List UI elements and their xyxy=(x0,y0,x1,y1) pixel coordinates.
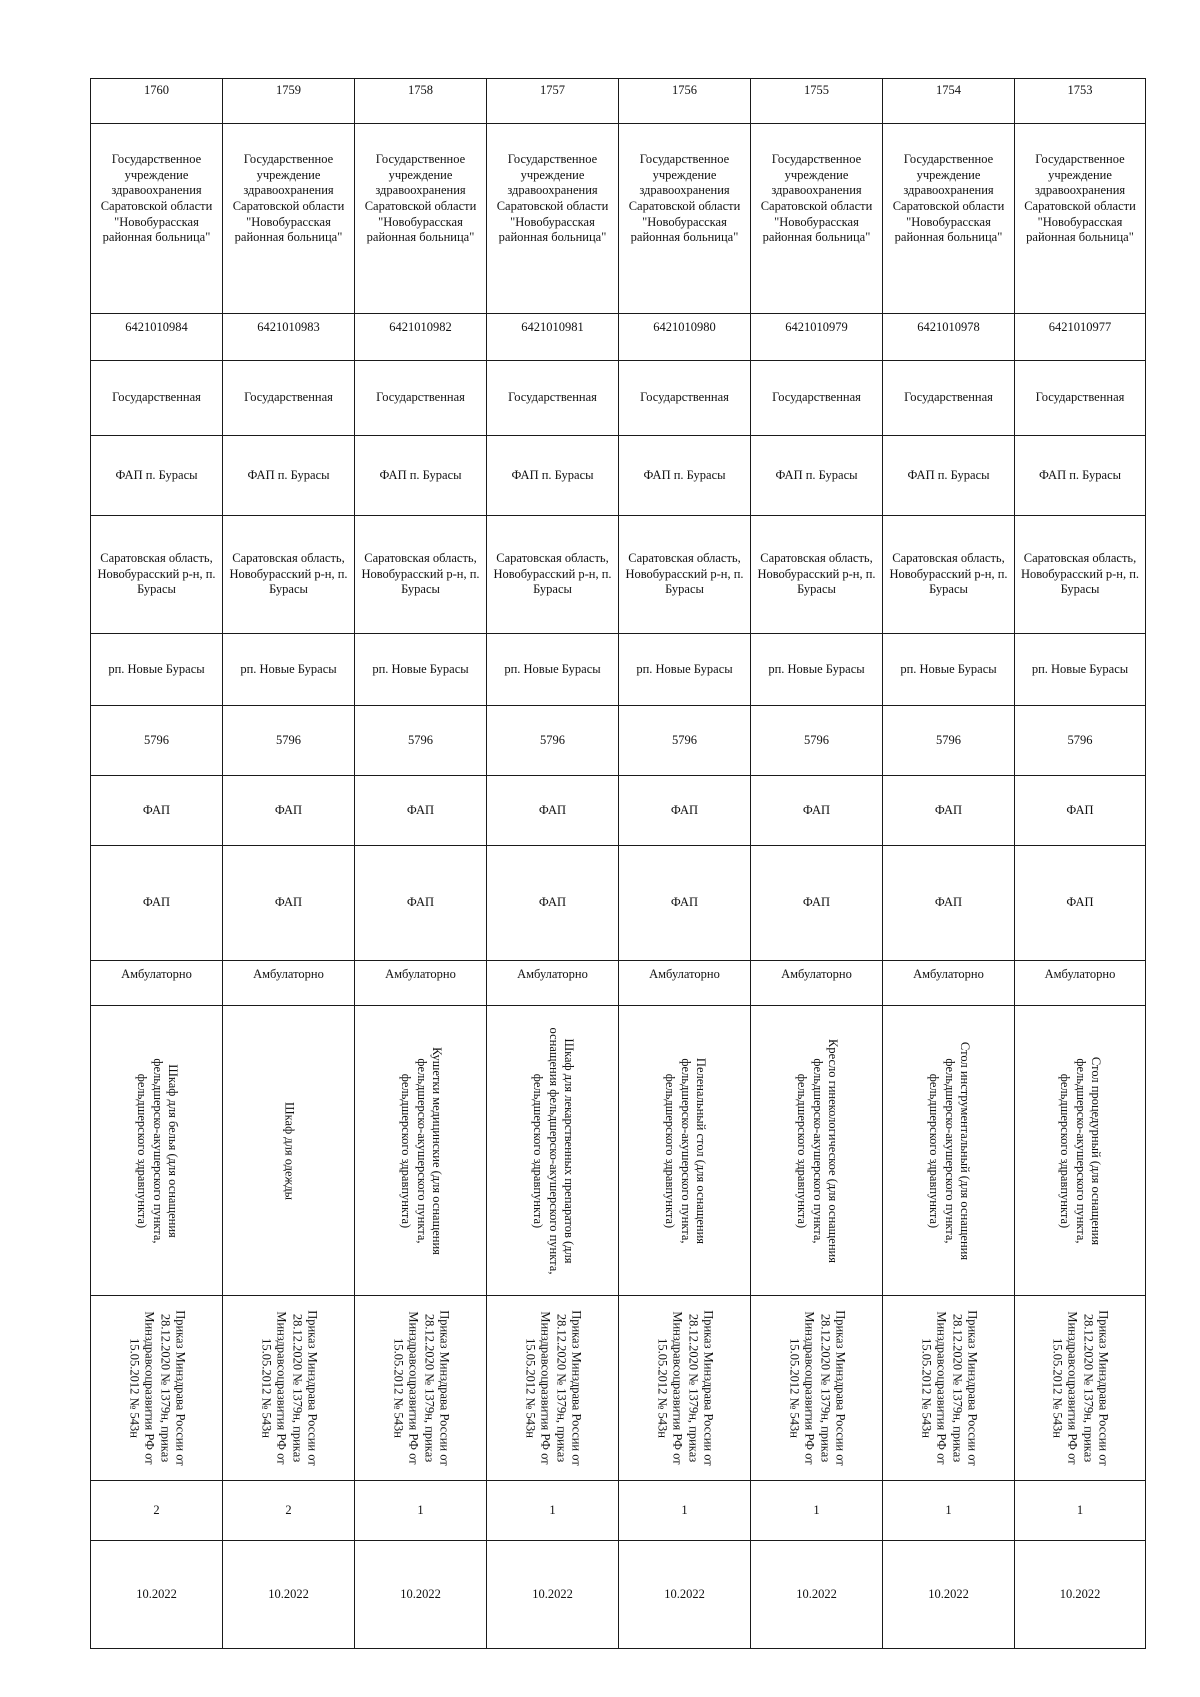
cell-settlement: рп. Новые Бурасы xyxy=(1015,634,1146,706)
row-care-conditions xyxy=(91,961,1146,1006)
cell-legal-basis xyxy=(883,1296,1015,1481)
cell-equipment-item xyxy=(883,1006,1015,1296)
cell-inn: 6421010980 xyxy=(619,314,751,361)
cell-legal-basis xyxy=(1015,1296,1146,1481)
cell-organization: Государственное учреждение здравоохранения Саратовской области "Новобурасская районная больница" xyxy=(487,124,619,314)
cell-settlement: рп. Новые Бурасы xyxy=(223,634,355,706)
row-facility xyxy=(91,436,1146,516)
cell-facility-type: ФАП xyxy=(1015,776,1146,846)
cell-inn: 6421010977 xyxy=(1015,314,1146,361)
equipment-item-text: Шкаф для одежды xyxy=(282,1101,297,1200)
cell-care-conditions: Амбулаторно xyxy=(619,961,751,1006)
cell-care-conditions: Амбулаторно xyxy=(1015,961,1146,1006)
cell-care-conditions: Амбулаторно xyxy=(883,961,1015,1006)
cell-record-number: 1759 xyxy=(223,79,355,124)
cell-subdivision-type: ФАП xyxy=(91,846,223,961)
equipment-item-text: Кресло гинекологическое (для оснащения фельдшерско-акушерского пункта, фельдшерского здравпункта) xyxy=(794,1038,840,1263)
cell-equipment-item xyxy=(487,1006,619,1296)
cell-population: 5796 xyxy=(619,706,751,776)
cell-facility: ФАП п. Бурасы xyxy=(355,436,487,516)
cell-facility: ФАП п. Бурасы xyxy=(883,436,1015,516)
row-facility-type xyxy=(91,776,1146,846)
cell-care-conditions: Амбулаторно xyxy=(487,961,619,1006)
cell-facility: ФАП п. Бурасы xyxy=(751,436,883,516)
cell-ownership-form: Государственная xyxy=(751,361,883,436)
cell-settlement: рп. Новые Бурасы xyxy=(355,634,487,706)
cell-quantity: 1 xyxy=(883,1481,1015,1541)
cell-quantity: 1 xyxy=(355,1481,487,1541)
cell-subdivision-type: ФАП xyxy=(355,846,487,961)
legal-basis-text: Приказ Минздрава России от 28.12.2020 № 1379н, приказ Минздравсоцразвития РФ от 15.05.2012 № 543н xyxy=(127,1310,187,1466)
cell-address: Саратовская область, Новобурасский р-н, п. Бурасы xyxy=(1015,516,1146,634)
equipment-item-text: Стол инструментальный (для оснащения фельдшерско-акушерского пункта, фельдшерского здравпункта) xyxy=(926,1041,972,1260)
cell-facility: ФАП п. Бурасы xyxy=(1015,436,1146,516)
equipment-item-text: Шкаф для лекарственных препаратов (для оснащения фельдшерско-акушерского пункта, фельдшерского здравпункта) xyxy=(530,1027,576,1274)
row-population xyxy=(91,706,1146,776)
cell-inn: 6421010979 xyxy=(751,314,883,361)
legal-basis-text: Приказ Минздрава России от 28.12.2020 № 1379н, приказ Минздравсоцразвития РФ от 15.05.2012 № 543н xyxy=(1050,1310,1111,1466)
cell-quantity: 1 xyxy=(751,1481,883,1541)
row-legal-basis xyxy=(91,1296,1146,1481)
cell-quantity: 2 xyxy=(91,1481,223,1541)
cell-facility-type: ФАП xyxy=(355,776,487,846)
cell-facility: ФАП п. Бурасы xyxy=(223,436,355,516)
cell-organization: Государственное учреждение здравоохранения Саратовской области "Новобурасская районная больница" xyxy=(1015,124,1146,314)
equipment-item-text: Пеленальный стол (для оснащения фельдшерско-акушерского пункта, фельдшерского здравпункта) xyxy=(662,1057,708,1244)
cell-equipment-item xyxy=(355,1006,487,1296)
cell-address: Саратовская область, Новобурасский р-н, п. Бурасы xyxy=(883,516,1015,634)
row-organization xyxy=(91,124,1146,314)
cell-care-conditions: Амбулаторно xyxy=(751,961,883,1006)
cell-care-conditions: Амбулаторно xyxy=(223,961,355,1006)
cell-date: 10.2022 xyxy=(91,1541,223,1649)
cell-settlement: рп. Новые Бурасы xyxy=(619,634,751,706)
cell-facility: ФАП п. Бурасы xyxy=(91,436,223,516)
cell-facility-type: ФАП xyxy=(883,776,1015,846)
cell-organization: Государственное учреждение здравоохранения Саратовской области "Новобурасская районная больница" xyxy=(355,124,487,314)
row-subdivision-type xyxy=(91,846,1146,961)
cell-record-number: 1754 xyxy=(883,79,1015,124)
row-date xyxy=(91,1541,1146,1649)
cell-facility: ФАП п. Бурасы xyxy=(487,436,619,516)
cell-date: 10.2022 xyxy=(1015,1541,1146,1649)
cell-inn: 6421010984 xyxy=(91,314,223,361)
cell-organization: Государственное учреждение здравоохранения Саратовской области "Новобурасская районная больница" xyxy=(751,124,883,314)
cell-organization: Государственное учреждение здравоохранения Саратовской области "Новобурасская районная больница" xyxy=(883,124,1015,314)
cell-record-number: 1753 xyxy=(1015,79,1146,124)
cell-legal-basis xyxy=(751,1296,883,1481)
cell-legal-basis xyxy=(487,1296,619,1481)
cell-facility-type: ФАП xyxy=(91,776,223,846)
cell-care-conditions: Амбулаторно xyxy=(91,961,223,1006)
cell-settlement: рп. Новые Бурасы xyxy=(883,634,1015,706)
row-record-number xyxy=(91,79,1146,124)
cell-population: 5796 xyxy=(223,706,355,776)
cell-subdivision-type: ФАП xyxy=(883,846,1015,961)
cell-quantity: 2 xyxy=(223,1481,355,1541)
cell-date: 10.2022 xyxy=(751,1541,883,1649)
cell-date: 10.2022 xyxy=(487,1541,619,1649)
cell-date: 10.2022 xyxy=(883,1541,1015,1649)
cell-ownership-form: Государственная xyxy=(91,361,223,436)
cell-equipment-item xyxy=(91,1006,223,1296)
cell-subdivision-type: ФАП xyxy=(1015,846,1146,961)
legal-basis-text: Приказ Минздрава России от 28.12.2020 № 1379н, приказ Минздравсоцразвития РФ от 15.05.2012 № 543н xyxy=(919,1310,979,1466)
cell-facility-type: ФАП xyxy=(487,776,619,846)
cell-population: 5796 xyxy=(355,706,487,776)
cell-subdivision-type: ФАП xyxy=(223,846,355,961)
cell-record-number: 1757 xyxy=(487,79,619,124)
cell-record-number: 1755 xyxy=(751,79,883,124)
cell-organization: Государственное учреждение здравоохранения Саратовской области "Новобурасская районная больница" xyxy=(91,124,223,314)
cell-date: 10.2022 xyxy=(619,1541,751,1649)
cell-organization: Государственное учреждение здравоохранения Саратовской области "Новобурасская районная больница" xyxy=(223,124,355,314)
legal-basis-text: Приказ Минздрава России от 28.12.2020 № 1379н, приказ Минздравсоцразвития РФ от 15.05.2012 № 543н xyxy=(391,1310,451,1466)
cell-settlement: рп. Новые Бурасы xyxy=(487,634,619,706)
equipment-table xyxy=(90,78,1146,1649)
cell-quantity: 1 xyxy=(1015,1481,1146,1541)
row-settlement xyxy=(91,634,1146,706)
cell-equipment-item xyxy=(619,1006,751,1296)
cell-address: Саратовская область, Новобурасский р-н, п. Бурасы xyxy=(355,516,487,634)
cell-subdivision-type: ФАП xyxy=(751,846,883,961)
cell-address: Саратовская область, Новобурасский р-н, п. Бурасы xyxy=(487,516,619,634)
cell-legal-basis xyxy=(355,1296,487,1481)
cell-facility-type: ФАП xyxy=(223,776,355,846)
cell-organization: Государственное учреждение здравоохранения Саратовской области "Новобурасская районная больница" xyxy=(619,124,751,314)
cell-ownership-form: Государственная xyxy=(619,361,751,436)
cell-date: 10.2022 xyxy=(223,1541,355,1649)
cell-address: Саратовская область, Новобурасский р-н, п. Бурасы xyxy=(223,516,355,634)
cell-record-number: 1756 xyxy=(619,79,751,124)
cell-equipment-item xyxy=(751,1006,883,1296)
legal-basis-text: Приказ Минздрава России от 28.12.2020 № 1379н, приказ Минздравсоцразвития РФ от 15.05.2012 № 543н xyxy=(787,1310,847,1466)
row-inn xyxy=(91,314,1146,361)
cell-subdivision-type: ФАП xyxy=(619,846,751,961)
legal-basis-text: Приказ Минздрава России от 28.12.2020 № 1379н, приказ Минздравсоцразвития РФ от 15.05.2012 № 543н xyxy=(655,1310,715,1466)
cell-inn: 6421010978 xyxy=(883,314,1015,361)
row-quantity xyxy=(91,1481,1146,1541)
cell-population: 5796 xyxy=(751,706,883,776)
row-ownership-form xyxy=(91,361,1146,436)
cell-ownership-form: Государственная xyxy=(223,361,355,436)
cell-address: Саратовская область, Новобурасский р-н, п. Бурасы xyxy=(751,516,883,634)
cell-inn: 6421010983 xyxy=(223,314,355,361)
legal-basis-text: Приказ Минздрава России от 28.12.2020 № 1379н, приказ Минздравсоцразвития РФ от 15.05.2012 № 543н xyxy=(259,1310,319,1466)
cell-ownership-form: Государственная xyxy=(1015,361,1146,436)
cell-record-number: 1758 xyxy=(355,79,487,124)
cell-population: 5796 xyxy=(487,706,619,776)
equipment-item-text: Стол процедурный (для оснащения фельдшерско-акушерского пункта, фельдшерского здравпункта) xyxy=(1058,1056,1103,1245)
cell-equipment-item xyxy=(1015,1006,1146,1296)
cell-facility: ФАП п. Бурасы xyxy=(619,436,751,516)
cell-address: Саратовская область, Новобурасский р-н, п. Бурасы xyxy=(91,516,223,634)
cell-date: 10.2022 xyxy=(355,1541,487,1649)
legal-basis-text: Приказ Минздрава России от 28.12.2020 № 1379н, приказ Минздравсоцразвития РФ от 15.05.2012 № 543н xyxy=(523,1310,583,1466)
cell-inn: 6421010981 xyxy=(487,314,619,361)
cell-legal-basis xyxy=(619,1296,751,1481)
cell-settlement: рп. Новые Бурасы xyxy=(91,634,223,706)
cell-inn: 6421010982 xyxy=(355,314,487,361)
cell-population: 5796 xyxy=(883,706,1015,776)
row-equipment-item xyxy=(91,1006,1146,1296)
cell-care-conditions: Амбулаторно xyxy=(355,961,487,1006)
cell-population: 5796 xyxy=(1015,706,1146,776)
cell-settlement: рп. Новые Бурасы xyxy=(751,634,883,706)
equipment-item-text: Шкаф для белья (для оснащения фельдшерско-акушерского пункта, фельдшерского здравпункта) xyxy=(134,1057,180,1244)
cell-quantity: 1 xyxy=(619,1481,751,1541)
cell-subdivision-type: ФАП xyxy=(487,846,619,961)
cell-population: 5796 xyxy=(91,706,223,776)
cell-record-number: 1760 xyxy=(91,79,223,124)
cell-legal-basis xyxy=(91,1296,223,1481)
cell-facility-type: ФАП xyxy=(751,776,883,846)
cell-ownership-form: Государственная xyxy=(355,361,487,436)
cell-legal-basis xyxy=(223,1296,355,1481)
row-address xyxy=(91,516,1146,634)
cell-ownership-form: Государственная xyxy=(883,361,1015,436)
cell-quantity: 1 xyxy=(487,1481,619,1541)
cell-equipment-item xyxy=(223,1006,355,1296)
cell-address: Саратовская область, Новобурасский р-н, п. Бурасы xyxy=(619,516,751,634)
cell-ownership-form: Государственная xyxy=(487,361,619,436)
cell-facility-type: ФАП xyxy=(619,776,751,846)
equipment-item-text: Кушетки медицинские (для оснащения фельдшерско-акушерского пункта, фельдшерского здравпункта) xyxy=(398,1046,444,1255)
